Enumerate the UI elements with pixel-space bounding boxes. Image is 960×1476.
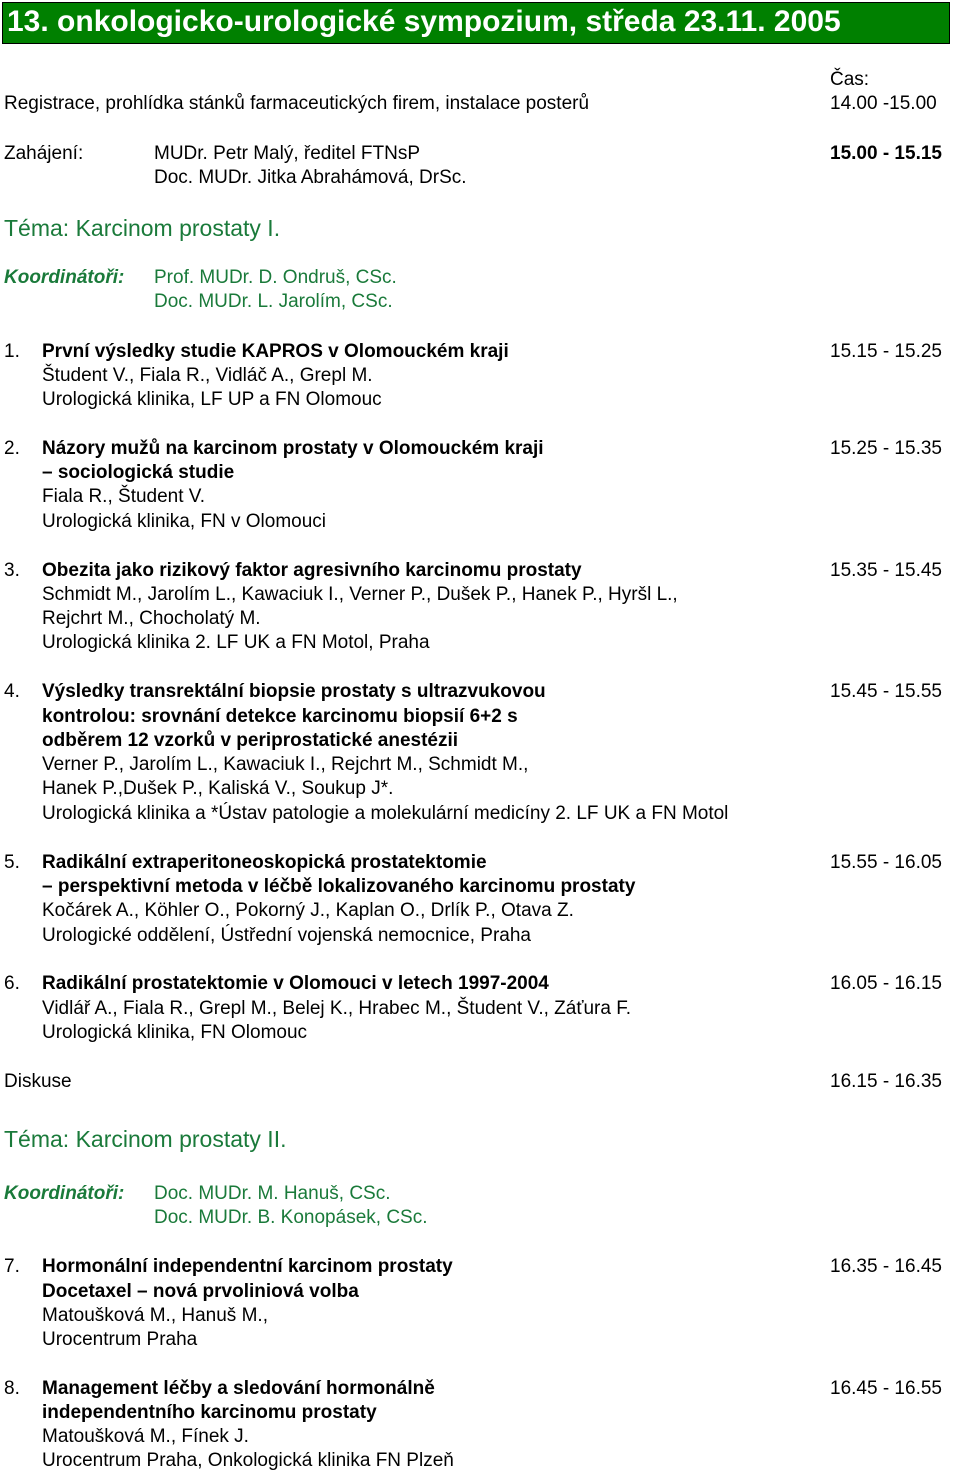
talk-title: Hormonální independentní karcinom prostaty (42, 1256, 453, 1277)
time-column-label: Čas: (830, 69, 870, 90)
talk-number: 2. (4, 438, 20, 459)
talk-time: 15.25 - 15.35 (830, 438, 942, 459)
discussion-time: 16.15 - 16.35 (830, 1071, 942, 1092)
discussion-label: Diskuse (4, 1071, 72, 1092)
talk-number: 4. (4, 681, 20, 702)
talk-number: 3. (4, 560, 20, 581)
talk-authors: Matoušková M., Fínek J. (42, 1426, 249, 1447)
talk-time: 16.45 - 16.55 (830, 1378, 942, 1399)
talk-time: 15.15 - 15.25 (830, 341, 942, 362)
talk-title: odběrem 12 vzorků v periprostatické anestézii (42, 730, 459, 751)
talk-title: Výsledky transrektální biopsie prostaty s ultrazvukovou (42, 681, 546, 702)
talk-title: Docetaxel – nová prvoliniová volba (42, 1281, 359, 1302)
talk-number: 7. (4, 1256, 20, 1277)
coordinators-label: Koordinátoři: (4, 267, 125, 288)
registration-time: 14.00 -15.00 (830, 93, 937, 114)
topic-heading: Téma: Karcinom prostaty I. (4, 215, 281, 241)
talk-title: Obezita jako rizikový faktor agresivního karcinomu prostaty (42, 560, 582, 581)
talk-title: Radikální extraperitoneoskopická prostatektomie (42, 852, 487, 873)
coordinator: Doc. MUDr. L. Jarolím, CSc. (154, 291, 393, 312)
coordinators-label: Koordinátoři: (4, 1183, 125, 1204)
talk-authors: Schmidt M., Jarolím L., Kawaciuk I., Verner P., Dušek P., Hanek P., Hyršl L., (42, 584, 678, 605)
talk-time: 16.35 - 16.45 (830, 1256, 942, 1277)
talk-institution: Urologické oddělení, Ústřední vojenská nemocnice, Praha (42, 925, 531, 946)
talk-institution: Urologická klinika, FN v Olomouci (42, 511, 327, 532)
talk-institution: Urologická klinika 2. LF UK a FN Motol, Praha (42, 632, 430, 653)
talk-title: První výsledky studie KAPROS v Olomouckém kraji (42, 341, 509, 362)
talk-institution: Urologická klinika, LF UP a FN Olomouc (42, 389, 382, 410)
talk-time: 15.45 - 15.55 (830, 681, 942, 702)
talk-title: kontrolou: srovnání detekce karcinomu biopsií 6+2 s (42, 706, 518, 727)
talk-institution: Urologická klinika a *Ústav patologie a molekulární medicíny 2. LF UK a FN Motol (42, 803, 729, 824)
talk-authors: Fiala R., Študent V. (42, 486, 206, 507)
talk-title: – sociologická studie (42, 462, 235, 483)
talk-authors: Rejchrt M., Chocholatý M. (42, 608, 261, 629)
talk-time: 16.05 - 16.15 (830, 973, 942, 994)
talk-title: Management léčby a sledování hormonálně (42, 1378, 435, 1399)
opening-speaker: Doc. MUDr. Jitka Abrahámová, DrSc. (154, 167, 467, 188)
talk-number: 1. (4, 341, 20, 362)
talk-authors: Študent V., Fiala R., Vidláč A., Grepl M. (42, 365, 373, 386)
talk-authors: Vidlář A., Fiala R., Grepl M., Belej K., Hrabec M., Študent V., Záťura F. (42, 998, 631, 1019)
talk-time: 15.55 - 16.05 (830, 852, 942, 873)
talk-authors: Matoušková M., Hanuš M., (42, 1305, 268, 1326)
talk-time: 15.35 - 15.45 (830, 560, 942, 581)
talk-number: 8. (4, 1378, 20, 1399)
opening-label: Zahájení: (4, 143, 84, 164)
talk-institution: Urocentrum Praha, Onkologická klinika FN Plzeň (42, 1450, 454, 1471)
talk-number: 5. (4, 852, 20, 873)
opening-speaker: MUDr. Petr Malý, ředitel FTNsP (154, 143, 421, 164)
opening-time: 15.00 - 15.15 (830, 143, 942, 164)
topic-heading: Téma: Karcinom prostaty II. (4, 1126, 287, 1152)
title-bar (2, 2, 950, 44)
registration-text: Registrace, prohlídka stánků farmaceutických firem, instalace posterů (4, 93, 590, 114)
talk-institution: Urocentrum Praha (42, 1329, 198, 1350)
talk-title: – perspektivní metoda v léčbě lokalizovaného karcinomu prostaty (42, 876, 636, 897)
talk-title: independentního karcinomu prostaty (42, 1402, 377, 1423)
talk-institution: Urologická klinika, FN Olomouc (42, 1022, 308, 1043)
talk-authors: Verner P., Jarolím L., Kawaciuk I., Rejchrt M., Schmidt M., (42, 754, 529, 775)
talk-authors: Hanek P.,Dušek P., Kaliská V., Soukup J*. (42, 778, 394, 799)
talk-number: 6. (4, 973, 20, 994)
talk-authors: Kočárek A., Köhler O., Pokorný J., Kaplan O., Drlík P., Otava Z. (42, 900, 574, 921)
coordinator: Prof. MUDr. D. Ondruš, CSc. (154, 267, 397, 288)
page-title: 13. onkologicko-urologické sympozium, středa 23.11. 2005 (7, 5, 841, 38)
coordinator: Doc. MUDr. B. Konopásek, CSc. (154, 1207, 428, 1228)
coordinator: Doc. MUDr. M. Hanuš, CSc. (154, 1183, 391, 1204)
talk-title: Radikální prostatektomie v Olomouci v letech 1997-2004 (42, 973, 549, 994)
talk-title: Názory mužů na karcinom prostaty v Olomouckém kraji (42, 438, 544, 459)
